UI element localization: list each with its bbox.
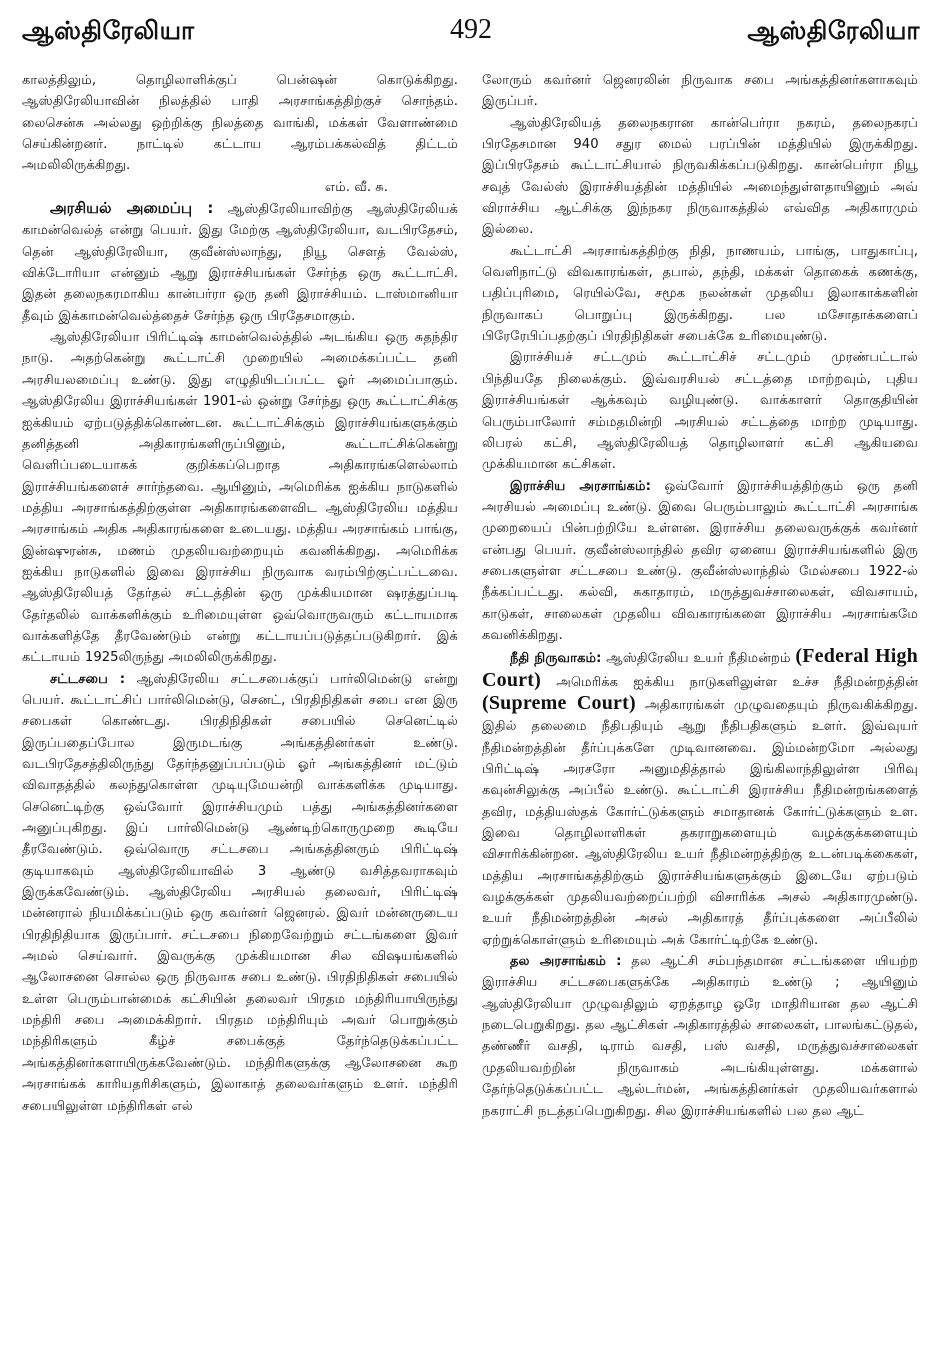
english-term: (Federal High Court) (482, 645, 918, 691)
paragraph-text: ஆஸ்திரேலிய உயர் நீதிமன்றம் (601, 651, 796, 667)
author-signature: எம். வீ. சு. (324, 179, 388, 195)
paragraph (22, 198, 458, 327)
right-column (482, 70, 918, 1356)
section-heading: இராச்சிய அரசாங்கம்: (510, 478, 651, 494)
paragraph-text: ஆஸ்திரேலியாவிற்கு ஆஸ்திரேலியக் காமன்வெல்த் என்று பெயர். இது மேற்கு ஆஸ்திரேலியா, வடபிரதேசம், தென் ஆஸ்திரேலியா, குவீன்ஸ்லாந்து, நியூ சௌத் வேல்ஸ், விக்டோரியா என்னும் ஆறு இராச்சியங்கள் சேர்ந்த ஒரு கூட்டாட்சி. இதன் தலைநகரமாகிய கான்பர்ரா ஒரு தனி இராச்சியம். டாஸ்மானியா தீவும் இக்காமன்வெல்த்தைச் சேர்ந்த ஒரு பிரதேசமாகும். (22, 202, 458, 324)
english-term: (Supreme Court) (482, 691, 636, 714)
section-heading: தல அரசாங்கம் : (510, 954, 622, 970)
paragraph (482, 951, 918, 1122)
paragraph: ஆஸ்திரேலியா பிரிட்டிஷ் காமன்வெல்த்தில் அடங்கிய ஒரு சுதந்திர நாடு. அதற்கென்று கூட்டாட்சி முறையில் அமைக்கப்பட்ட தனி அரசியலமைப்பு உண்டு. இது எழுதியிடப்பட்ட ஓர் அமைப்பாகும். ஆஸ்திரேலிய இராச்சியங்கள் 1901-ல் ஒன்று சேர்ந்து ஒரு கூட்டாட்சிக்கு ஐக்கியம் ஏற்படுத்திக்கொண்டன. கூட்டாட்சிக்கும் இராச்சியங்களுக்கும் தனித்தனி அதிகாரங்களிருப்பினும், கூட்டாட்சிக்கென்று வெளிப்படையாகக் குறிக்கப்பெறாத அதிகாரங்களெல்லாம் இராச்சியங்களைச் சார்ந்தவை. ஆயினும், அமெரிக்க ஐக்கிய நாடுகளில் மத்திய அரசாங்கத்திற்குள்ள அதிகாரங்களைவிட ஆஸ்திரேலிய மத்திய அரசாங்கம் அதிக அதிகாரங்களை உடையது. மத்திய அரசாங்கம் பாங்கு, இன்ஷுரன்சு, மணம் முதலியவற்றையும் கவனிக்கிறது. அமெரிக்க ஐக்கிய நாடுகளில் இவை இராச்சிய நிருவாக வரம்பிற்குட்பட்டவை. ஆஸ்திரேலியத் தேர்தல் சட்டத்தின் ஒரு முக்கியமான ஷரத்துப்படி தேர்தலில் வாக்களிக்கும் உரிமையுள்ள ஒவ்வொருவரும் கட்டாயமாக வாக்களித்தே தீரவேண்டும் என்று கட்டாயப்படுத்தப்படுகிறார். இக் கட்டாயம் 1925லிருந்து அமலிலிருக்கிறது. (22, 330, 458, 666)
section-heading: சட்டசபை : (50, 671, 126, 687)
paragraph (482, 476, 918, 647)
paragraph (482, 646, 918, 951)
paragraph: லோரும் கவர்னர் ஜெனரலின் நிருவாக சபை அங்கத்தினர்களாகவும் இருப்பர். (482, 73, 918, 110)
paragraph: கூட்டாட்சி அரசாங்கத்திற்கு நிதி, நாணயம், பாங்கு, பாதுகாப்பு, வெளிநாட்டு விவகாரங்கள், தபால், தந்தி, மக்கள் தொகைக் கணக்கு, பதிப்புரிமை, ரெயில்வே, சமூக நலன்கள் முதலிய இலாகாக்களின் நிருவாகப் பொறுப்பு இருக்கிறது. பல மசோதாக்களைப் பிரேரேபிப்பதற்குப் பிரதிநிதிகள் சபைக்கே உரிமையுண்டு. (482, 243, 918, 345)
page-number: 492 (450, 14, 492, 45)
section-heading: நீதி நிருவாகம்: (510, 651, 602, 667)
page-header (22, 4, 920, 68)
running-head-right: ஆஸ்திரேலியா (747, 16, 920, 45)
paragraph (22, 669, 458, 1117)
section-heading: அரசியல் அமைப்பு : (50, 199, 214, 218)
running-head-left: ஆஸ்திரேலியா (22, 16, 195, 45)
left-column (22, 70, 458, 1356)
paragraph: இராச்சியச் சட்டமும் கூட்டாட்சிச் சட்டமும் முரண்பட்டால் பிந்தியதே நிலைக்கும். இவ்வரசியல் சட்டத்தை மாற்றவும், புதிய இராச்சியங்கள் ஆக்கவும் வழியுண்டு. வாக்காளர் தொகுதியின் பெரும்பாலோர் சம்மதமின்றி அரசியல் சட்டத்தை மாற்ற முடியாது. லிபரல் கட்சி, ஆஸ்திரேலியத் தொழிலாளர் கட்சி ஆகியவை முக்கியமான கட்சிகள். (482, 350, 918, 473)
paragraph: ஆஸ்திரேலியத் தலைநகரான கான்பெர்ரா நகரம், தலைநகரப் பிரதேசமான 940 சதுர மைல் பரப்பின் மத்தியில் இருக்கிறது. இப்பிரதேசம் கூட்டாட்சியால் நிருவகிக்கப்படுகிறது. கான்பெர்ரா நியூ சவுத் வேல்ஸ் இராச்சியத்தின் மத்தியில் அமைந்துள்ளதாயினும் அவ் விராச்சிய ஆட்சிக்கு இந்நகர நிருவாகத்தில் எவ்வித அதிகாரமும் இல்லை. (482, 115, 918, 238)
paragraph-text: அதிகாரங்கள் முழுவதையும் நிருவகிக்கிறது. இதில் தலைமை நீதிபதியும் ஆறு நீதிபதிகளும் உளர். இவ்வுயர் நீதிமன்றத்தின் தீர்ப்புக்களே முடிவானவை. இம்மன்றமோ அல்லது பிரிட்டிஷ் அரசரோ அனுமதித்தால் இங்கிலாந்திலுள்ள பிரிவு கவுன்சிலுக்கு அப்பீல் உண்டு. கூட்டாட்சி இராச்சிய நீதிமன்றங்களைத் தவிர, மத்தியஸ்தக் கோர்ட்டுக்களும் சமாதானக் கோர்ட்டுக்களும் உள. இவை தொழிலாளிகள் தகராறுகளையும் வழக்குக்களையும் விசாரிக்கின்றன. ஆஸ்திரேலிய உயர் நீதிமன்றத்திற்கு உடன்படிக்கைகள், மத்திய அரசாங்கத்திற்கும் இராச்சியங்களுக்கும் இடையே ஏற்படும் வழக்குக்கள் முதலியவற்றைப்பற்றி விசாரிக்க அசல் அதிகாரமுண்டு. உயர் நீதிமன்றத்தின் அசல் அதிகாரத் தீர்ப்புக்களை அப்பீலில் ஏற்றுக்கொள்ளும் உரிமையும் அக் கோர்ட்டிற்கே உண்டு. (482, 697, 918, 948)
paragraph-text: தல ஆட்சி சம்பந்தமான சட்டங்களை யியற்ற இராச்சிய சட்டசபைகளுக்கே அதிகாரம் உண்டு ; ஆயினும் ஆஸ்திரேலியா முழுவதிலும் ஏறத்தாழ ஒரே மாதிரியான தல ஆட்சி நடைபெறுகிறது. தல ஆட்சிகள் அதிகாரத்தில் சாலைகள், பாலங்கட்டுதல், தண்ணீர் வசதி, டிராம் வசதி, பஸ் வசதி, மருத்துவச்சாலைகள் முதலியவற்றின் நிருவாகம் அடங்கியுள்ளது. மக்களால் தேர்ந்தெடுக்கப்பட்ட ஆல்டர்மன், அங்கத்தினர்கள் முதலியவர்களால் நகராட்சி நடத்தப்பெறுகிறது. சில இராச்சியங்களில் பல தல ஆட் (482, 954, 918, 1119)
paragraph-text: ஆஸ்திரேலிய சட்டசபைக்குப் பார்லிமென்டு என்று பெயர். கூட்டாட்சிப் பார்லிமென்டு, செனட், பிரதிநிதிகள் சபை என இரு சபைகள் கொண்டது. பிரதிநிதிகள் சபையில் செனெட்டில் இருப்பதைப்போல இருமடங்கு அங்கத்தினர்கள் உண்டு. வடபிரதேசத்திலிருந்து தேர்ந்தனுப்பப்படும் ஓர் அங்கத்தினர் மட்டும் விவாதத்தில் கலந்துகொள்ள முடியுமேயன்றி வாக்களிக்க முடியாது. செனெட்டிற்கு ஒவ்வோர் இராச்சியமும் பத்து அங்கத்தினர்களை அனுப்புகிறது. இப் பார்லிமென்டு ஆண்டிற்கொருமுறை கூடியே தீரவேண்டும். ஒவ்வொரு சட்டசபை அங்கத்தினரும் பிரிட்டிஷ் குடியாகவும் ஆஸ்திரேலியாவில் 3 ஆண்டு வசித்தவராகவும் இருக்கவேண்டும். ஆஸ்திரேலிய அரசியல் தலைவர், பிரிட்டிஷ் மன்னரால் நியமிக்கப்படும் ஒரு கவர்னர் ஜெனரல். இவர் மன்னருடைய பிரதிநிதியாக இருப்பார். சட்டசபை நிறைவேற்றும் சட்டங்களை இவர் அமல் செய்வார். இவருக்கு முக்கியமான சில விஷயங்களில் ஆலோசனை சொல்ல ஒரு நிருவாக சபை உண்டு. பிரதிநிதிகள் சபையில் உள்ள பெரும்பான்மைக் கட்சியின் தலைவர் பிரதம மந்திரியாயிருந்து மந்திரி சபை அமைக்கிறார். பிரதம மந்திரியும் அவர் பொறுக்கும் மந்திரிகளும் கீழ்ச் சபைக்குத் தேர்ந்தெடுக்கப்பட்ட அங்கத்தினர்களாயிருக்கவேண்டும். மந்திரிகளுக்கு ஆலோசனை கூற அரசாங்கக் காரியதரிசிகளும், இலாகாத் தலைவர்களும் உளர். மந்திரி சபையிலுள்ள மந்திரிகள் எல் (22, 671, 458, 1114)
paragraph: காலத்திலும், தொழிலாளிக்குப் பென்ஷன் கொடுக்கிறது. ஆஸ்திரேலியாவின் நிலத்தில் பாதி அரசாங்கத்திற்குச் சொந்தம். லைசென்சு அல்லது ஒற்றிக்கு நிலத்தை வாங்கி, மக்கள் வேளாண்மை செய்கின்றனர். நாட்டில் கட்டாய ஆரம்பக்கல்வித் திட்டம் அமலிலிருக்கிறது. (22, 73, 458, 174)
paragraph-text: அமெரிக்க ஐக்கிய நாடுகளிலுள்ள உச்ச நீதிமன்றத்தின் (540, 674, 918, 690)
paragraph-text: ஒவ்வோர் இராச்சியத்திற்கும் ஒரு தனி அரசியல் அமைப்பு உண்டு. இவை பெரும்பாலும் கூட்டாட்சி அரசாங்க முறையைப் பின்பற்றியே உள்ளன. இராச்சிய தலைவருக்குக் கவர்னர் என்பது பெயர். குவீன்ஸ்லாந்தில் தவிர ஏனைய இராச்சியங்களில் இரு சபைகளுள்ள சட்டசபை உண்டு. குவீன்ஸ்லாந்தில் மேல்சபை 1922-ல் நீக்கப்பட்டது. கல்வி, சுகாதாரம், மருத்துவச்சாலைகள், விவசாயம், காடுகள், சாலைகள் முதலிய விவகாரங்களை இராச்சிய அரசாங்கமே கவனிக்கிறது. (482, 478, 918, 643)
